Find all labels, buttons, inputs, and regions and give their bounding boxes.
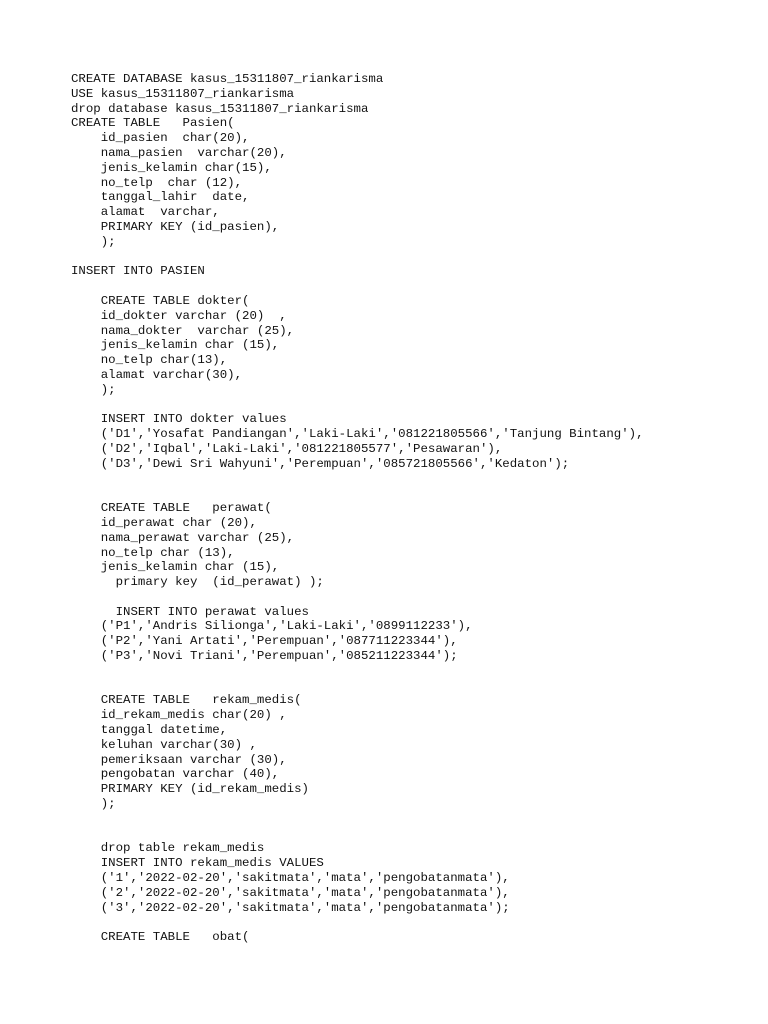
code-line: jenis_kelamin char (15), bbox=[71, 338, 280, 353]
code-line: tanggal datetime, bbox=[71, 723, 228, 738]
code-line: USE kasus_15311807_riankarisma bbox=[71, 86, 295, 101]
code-line: no_telp char(13), bbox=[71, 353, 228, 368]
code-line: drop table rekam_medis bbox=[71, 841, 265, 856]
code-line bbox=[71, 398, 751, 413]
code-line: no_telp char (13), bbox=[71, 545, 235, 560]
code-line: alamat varchar, bbox=[71, 205, 220, 220]
code-line: jenis_kelamin char (15), bbox=[71, 560, 280, 575]
code-line: ('1','2022-02-20','sakitmata','mata','pengobatanmata'), bbox=[71, 871, 510, 886]
code-line: jenis_kelamin char(15), bbox=[71, 160, 272, 175]
code-line: ('P2','Yani Artati','Perempuan','087711223344'), bbox=[71, 634, 458, 649]
code-line: INSERT INTO rekam_medis VALUES bbox=[71, 856, 324, 871]
code-line: alamat varchar(30), bbox=[71, 367, 243, 382]
code-line bbox=[71, 915, 751, 930]
code-line: tanggal_lahir date, bbox=[71, 190, 250, 205]
code-line: ('P3','Novi Triani','Perempuan','085211223344'); bbox=[71, 649, 458, 664]
code-line bbox=[71, 664, 751, 679]
code-line: id_rekam_medis char(20) , bbox=[71, 708, 287, 723]
code-line: nama_perawat varchar (25), bbox=[71, 530, 295, 545]
code-line: INSERT INTO dokter values bbox=[71, 412, 287, 427]
code-line bbox=[71, 827, 751, 842]
code-line bbox=[71, 812, 751, 827]
code-line: id_dokter varchar (20) , bbox=[71, 308, 287, 323]
code-line: PRIMARY KEY (id_pasien), bbox=[71, 219, 280, 234]
code-line bbox=[71, 250, 751, 265]
code-line: CREATE DATABASE kasus_15311807_riankarisma bbox=[71, 72, 384, 86]
code-line: ('2','2022-02-20','sakitmata','mata','pengobatanmata'), bbox=[71, 885, 510, 900]
code-line: keluhan varchar(30) , bbox=[71, 737, 257, 752]
code-line: ); bbox=[71, 797, 116, 812]
code-line: ('3','2022-02-20','sakitmata','mata','pengobatanmata'); bbox=[71, 900, 510, 915]
code-line: nama_dokter varchar (25), bbox=[71, 323, 295, 338]
code-line: nama_pasien varchar(20), bbox=[71, 145, 287, 160]
code-line: id_pasien char(20), bbox=[71, 131, 250, 146]
code-line: pengobatan varchar (40), bbox=[71, 767, 280, 782]
code-line: no_telp char (12), bbox=[71, 175, 243, 190]
code-line: CREATE TABLE obat( bbox=[71, 930, 250, 945]
code-line: ('D2','Iqbal','Laki-Laki','081221805577','Pesawaran'), bbox=[71, 441, 503, 456]
code-line bbox=[71, 590, 751, 605]
code-line: ); bbox=[71, 382, 116, 397]
code-line: drop database kasus_15311807_riankarisma bbox=[71, 101, 369, 116]
code-line: CREATE TABLE dokter( bbox=[71, 293, 250, 308]
code-line bbox=[71, 679, 751, 694]
code-line bbox=[71, 279, 751, 294]
code-line: pemeriksaan varchar (30), bbox=[71, 752, 287, 767]
code-line: INSERT INTO PASIEN bbox=[71, 264, 205, 279]
code-line: primary key (id_perawat) ); bbox=[71, 575, 324, 590]
code-line: PRIMARY KEY (id_rekam_medis) bbox=[71, 782, 309, 797]
code-line: INSERT INTO perawat values bbox=[71, 604, 309, 619]
code-line: CREATE TABLE perawat( bbox=[71, 501, 272, 516]
code-line bbox=[71, 472, 751, 487]
code-line: ('P1','Andris Silionga','Laki-Laki','0899112233'), bbox=[71, 619, 473, 634]
code-line: ('D1','Yosafat Pandiangan','Laki-Laki','081221805566','Tanjung Bintang'), bbox=[71, 427, 644, 442]
code-line: id_perawat char (20), bbox=[71, 515, 257, 530]
code-line: CREATE TABLE rekam_medis( bbox=[71, 693, 302, 708]
code-line: CREATE TABLE Pasien( bbox=[71, 116, 235, 131]
code-line bbox=[71, 486, 751, 501]
code-line: ('D3','Dewi Sri Wahyuni','Perempuan','085721805566','Kedaton'); bbox=[71, 456, 570, 471]
sql-code-block bbox=[71, 72, 751, 945]
code-line: ); bbox=[71, 234, 116, 249]
